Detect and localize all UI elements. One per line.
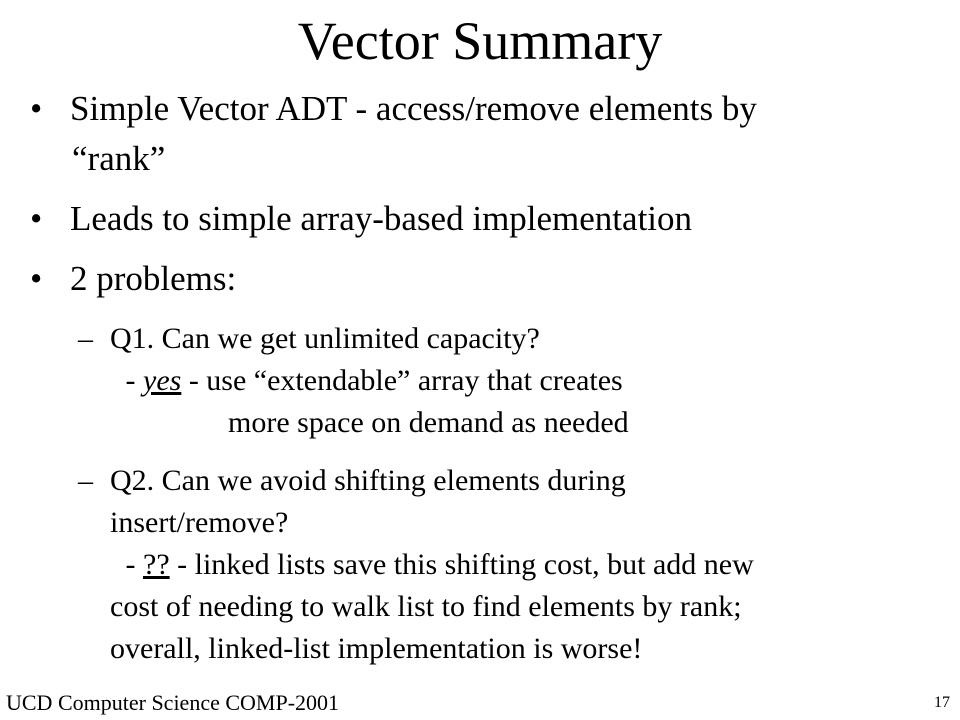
bullet-line: 2 problems: [70,259,237,298]
subitem-text-pre: - [118,548,143,581]
slide-title: Vector Summary [297,11,663,71]
subitem-text-post: - use “extendable” array that creates [181,364,623,397]
bullet-marker: • [30,199,43,238]
slide-footer: UCD Computer Science COMP-2001 [6,690,340,715]
subitem-marker: – [78,322,93,355]
answer-yes: yes [143,364,182,397]
subitem-text [110,460,754,670]
bullet-text [70,254,236,304]
bullet-marker: • [30,89,43,128]
subitem-line: cost of needing to walk list to find elements by rank; [110,590,742,623]
subitem-line [110,360,629,402]
bullet-line: “rank” [72,139,166,178]
subitem-text [110,318,629,444]
bullet-line: Leads to simple array-based implementation [70,199,693,238]
subitem-line: insert/remove? [110,506,289,539]
subitem-text-post: - linked lists save this shifting cost, but add new [169,548,754,581]
subitem-text-pre: - [118,364,143,397]
bullet-text [70,84,757,184]
subitem-line: Q2. Can we avoid shifting elements during [110,464,626,497]
subitem-line: overall, linked-list implementation is worse! [110,632,643,665]
subitem-line [110,544,754,586]
bullet-text [70,194,692,244]
bullet-line: Simple Vector ADT - access/remove elements by [70,89,757,128]
subitem-line: Q1. Can we get unlimited capacity? [110,322,540,355]
subitem-marker: – [78,464,93,497]
subitem-line: more space on demand as needed [228,406,629,439]
bullet-marker: • [30,259,43,298]
answer-unknown: ?? [143,548,170,581]
page-number: 17 [934,694,950,711]
